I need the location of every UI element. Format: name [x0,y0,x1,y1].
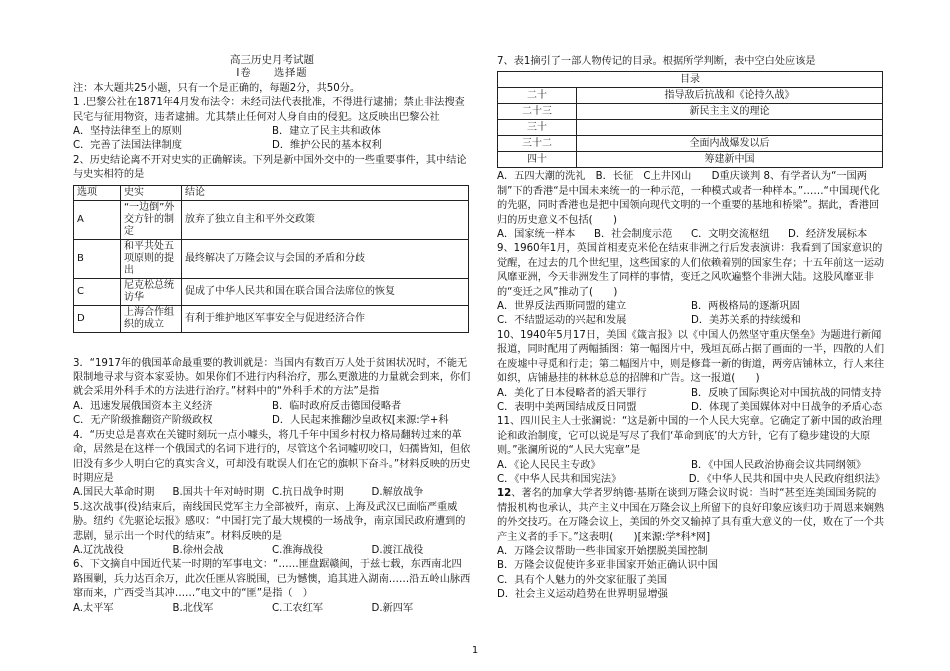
question-10 [497,329,885,415]
table-cell: 尼克松总统访华 [121,278,182,305]
option-b: B．建立了民主共和政体 [272,126,381,138]
table-header-cell: 结论 [182,185,469,200]
question-6 [73,558,471,616]
table-cell: D [74,305,121,332]
question-12 [497,487,885,602]
option-b: B．万隆会议促使许多亚非国家开始正确认识中国 [497,560,718,572]
table-row [498,136,883,152]
table-cell: 最终解决了万隆会议与会国的矛盾和分歧 [182,239,469,278]
option-d: D.新四军 [371,602,414,614]
table-cell: A [74,200,121,239]
option-row [497,170,885,228]
section-heading: Ⅰ卷 选择题 [236,68,308,80]
table-row [498,152,883,168]
option-d: D.渡江战役 [371,544,424,556]
option-d: D．经济发展标本 [788,229,868,241]
chapter-number: 四十 [498,152,577,168]
option-b: B.国共十年对峙时期 [172,487,265,499]
chapter-number: 二十三 [498,104,577,120]
question-stem: 1 .巴黎公社在1871年4月发布法令：未经司法代表批准，不得进行逮捕；禁止非法搜查民宅与征用物资，违者逮捕。尤其禁止任何对人身自由的侵犯。这反映出巴黎公社 [73,97,465,123]
option-c: C．完善了法国法律制度 [73,140,182,152]
spacer [73,335,471,357]
option-a: A.太平军 [73,602,114,614]
option-a: A．坚持法律至上的原则 [73,126,182,138]
question-1 [73,96,471,154]
chapter-title: 全面内战爆发以后 [577,136,883,152]
table-cell: 有利于维护地区军事安全与促进经济合作 [182,305,469,332]
option-row [497,401,885,415]
question-8-stem: 8、有学者认为“一国两制”下的香港“是中国未来统一的一种示范，一种模式或者一种样本。”……“中国现代化的先驱，同时香港也是把中国领向现代文明的一个重要的基地和桥梁”。据此，香港回归的历史意义不包括( ) [497,171,880,226]
chapter-number: 三十二 [498,136,577,152]
chapter-title: 指导敌后抗战和《论持久战》 [577,88,883,104]
right-column [497,55,885,603]
question-stem: 3．“1917年的俄国革命最重要的教训就是：当国内有数百万人处于贫困状况时，不能无限制地寻求与资本家妥协。如果你们不进行内科治疗，那么更激进的力量就会到来，你们就会采用外科手术的方法进行治疗。”材料中的“外科手术的方法”是指 [73,357,471,398]
question-2 [73,154,471,333]
table-row [74,305,469,332]
option-b: B．社会制度示范 [594,229,673,241]
table-row [498,104,883,120]
question-stem [497,487,885,545]
option-row [497,228,885,242]
chapter-title: 筹建新中国 [577,152,883,168]
page-number: 1 [471,645,479,656]
question-7 [497,55,885,242]
chapter-number: 二十 [498,88,577,104]
option-d: D．《中华人民共和国中央人民政府组织法》 [688,473,885,485]
question-7-options: A．五四大潮的洗礼 B．长征 C上井冈山 D重庆谈判 [497,171,761,183]
option-a: A．美化了日本侵略者的滔天罪行 [497,387,647,399]
biography-contents-table [497,71,883,168]
table-row [498,120,883,136]
question-text: 、著名的加拿大学者罗纳德·基斯在谈到万隆会议时说：当时“甚至连美国国务院的情报机构也承认，共产主义中国在万隆会议上所留下的良好印象应该归功于周恩来娴熟的外交技巧。在万隆会议上，美国的外交又输掉了具有重大意义的一仗，败在了一个共产主义者的手下。”这表明( )[来源:学*科*网] [497,488,885,543]
question-stem: 5.这次战事(役)结束后，南线国民党军主力全部被歼，南京、上海及武汉已面临严重威胁。纽约《先驱论坛报》感叹：“中国打完了最大规模的一场战争，南京国民政府遭到的悲剧，显示出一个时代的结束”。材料反映的是 [73,501,466,542]
option-row [73,544,471,558]
table-cell: “一边倒”外交方针的制定 [121,200,182,239]
question-stem: 11、四川民主人士张澜说：“这是新中国的一个人民大宪章。它确定了新中国的政治理论和政治制度，它可以说是写尽了我们‘革命到底’的大方针，它有了稳步建设的大原则。”张澜所说的“人民大宪章”是 [497,416,882,457]
table-row [74,239,469,278]
question-number: 12 [497,488,512,500]
question-3 [73,357,471,429]
table-cell: 放弃了独立自主和平外交政策 [182,200,469,239]
option-row [497,459,885,473]
option-b: B.徐州会战 [172,544,224,556]
table-cell: C [74,278,121,305]
option-a: A.辽沈战役 [73,544,124,556]
option-c: C．表明中美两国结成反日同盟 [497,401,637,413]
table-header-cell: 选项 [74,185,121,200]
option-c: C．不结盟运动的兴起和发展 [497,315,627,327]
option-c: C．具有个人魅力的外交家征服了美国 [497,574,668,586]
question-9 [497,242,885,328]
question-stem: 9、1960年1月，英国首相麦克米伦在结束非洲之行后发表演讲：我看到了国家意识的觉醒，在过去的几个世纪里，这些国家的人们依赖着别的国家生存；十五年前这一运动风靡亚洲，今天非洲发生了同样的事情，变迁之风吹遍整个非洲大陆。这股风靡亚非的“变迁之风”推动了( ) [497,243,885,298]
table-row [74,278,469,305]
question-stem: 2、历史结论离不开对史实的正确解读。下列是新中国外交中的一些重要事件，其中结论与史实相符的是 [73,154,467,181]
option-row [73,414,471,428]
option-row [497,300,885,314]
table-row [498,88,883,104]
option-c: C．文明交流枢纽 [691,229,770,241]
option-a: A.国民大革命时期 [73,487,155,499]
table-header-row [498,72,883,88]
instructions-note: 注：本大题共25小题，只有一个是正确的，每题2分，共50分。 [73,82,361,94]
option-b: B．反映了国际舆论对中国抗战的同情支持 [691,387,882,399]
table-header-cell: 史实 [121,185,182,200]
table-header-row [74,185,469,200]
option-a: A．世界反法西斯同盟的建立 [497,301,627,313]
table-cell: 和平共处五项原则的提出 [121,239,182,278]
table-row [74,200,469,239]
chapter-title-blank [577,120,883,136]
option-b: B．两极格局的逐渐巩固 [691,301,800,313]
question-stem: 7、表1摘引了一部人物传记的目录。根据所学判断，表中空白处应该是 [497,56,816,67]
option-b: B．临时政府反击德国侵略者 [272,400,402,412]
option-a: A．万隆会议帮助一些非国家开始摆脱美国控制 [497,545,708,557]
left-column [73,50,471,616]
chapter-title: 新民主主义的理论 [577,104,883,120]
option-a: A．《论人民民主专政》 [497,459,601,471]
option-row [73,602,471,616]
table-cell: B [74,239,121,278]
option-row [497,387,885,401]
option-c: C.抗日战争时期 [272,487,344,499]
option-b: B.北伐军 [172,602,214,614]
option-c: C．无产阶级推翻资产阶级政权 [73,415,213,427]
question-stem: 4．“历史总是喜欢在关键时刻玩一点小噱头，将几千年中国乡村权力格局翻转过来的革命，居然是在这样一个俄国式的名词下进行的，尽管这个名词嘘叨咬口，妇孺皆知，但依旧没有多少人明白它的真实含义，可却没有耽误人们在它的旗帜下奋斗。”材料反映的历史时期应是 [73,429,471,484]
history-facts-table [73,185,469,333]
chapter-number: 三十 [498,120,577,136]
option-d: D．社会主义运动趋势在世界明显增强 [497,589,668,601]
exam-title: 高三历史月考试题 [230,54,314,66]
question-5 [73,501,471,559]
option-d: D．人民起来推翻沙皇政权[来源:学+科 [272,415,449,427]
option-c: C.淮海战役 [272,544,324,556]
option-row [73,139,471,153]
question-4 [73,429,471,501]
option-d: D．维护公民的基本权利 [272,140,382,152]
option-row [497,314,885,328]
option-row [497,473,885,487]
option-d: D．体现了美国媒体对中日战争的矛盾心态 [691,401,883,413]
table-header-cell: 目录 [498,72,883,88]
table-cell: 促成了中华人民共和国在联合国合法席位的恢复 [182,278,469,305]
option-row [73,400,471,414]
question-11 [497,415,885,487]
option-d: D.解放战争 [371,487,424,499]
option-c: C．《中华人民共和国宪法》 [497,473,622,485]
table-cell: 上海合作组织的成立 [121,305,182,332]
option-d: D．美苏关系的持续缓和 [691,315,801,327]
option-row [73,125,471,139]
option-c: C.工农红军 [272,602,324,614]
question-stem: 10、1940年5月17日，美国《箴言报》以《中国人仍然坚守重庆堡垒》为题进行新闻报道，同时配用了两幅插图：第一幅图片中，残垣瓦砾占据了画面的一半，四散的人们在废墟中寻觅和行走；第二幅图片中，则是修葺一新的街道，两旁店铺林立，行人来往如织，店铺悬挂的林林总总的招牌和广告。这一报道( ) [497,329,885,385]
option-a: A．国家统一样本 [497,229,576,241]
option-b: B．《中国人民政治协商会议共同纲领》 [691,459,867,471]
option-row [73,486,471,500]
question-stem: 6、下文摘自中国近代某一时期的军事电文：“……匪盘踞赣闽，于兹七载，东西南北四路围剿，兵力达百余万，此次任匪从容脱围，已为憾懊，追其进入湖南……沿五岭山脉西窜而来，广西受当其冲……”电文中的“匪”是指（ ） [73,559,471,600]
option-a: A．迅速发展俄国资本主义经济 [73,400,213,412]
